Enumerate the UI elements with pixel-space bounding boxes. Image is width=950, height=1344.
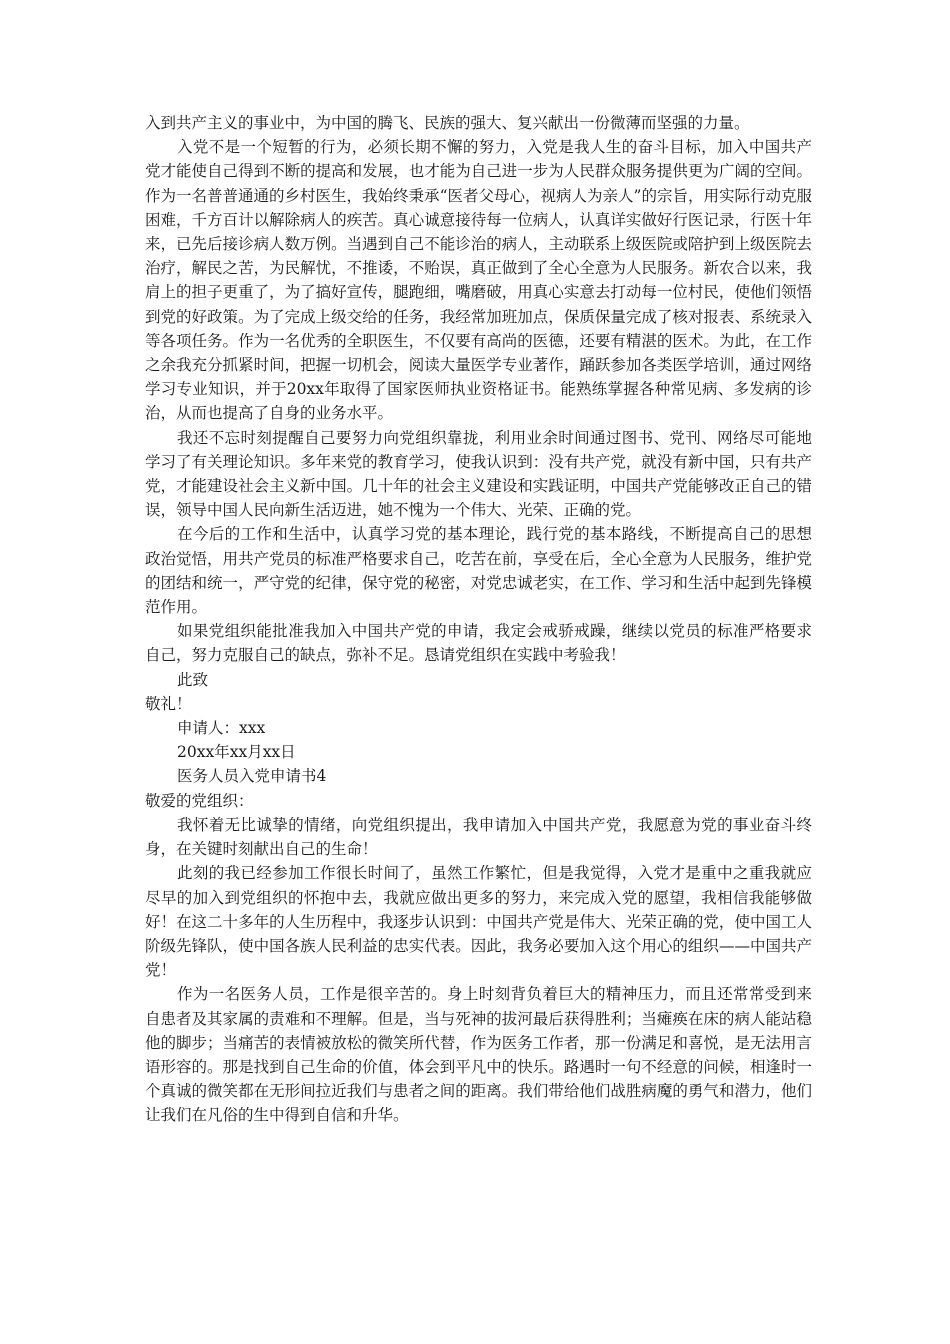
paragraph: 我还不忘时刻提醒自己要努力向党组织靠拢，利用业余时间通过图书、党刊、网络尽可能地学习了有关理论知识。多年来党的教育学习，使我认识到：没有共产党，就没有新中国，只有共产党，才能建设社会主义新中国。几十年的社会主义建设和实践证明，中国共产党能够改正自己的错误，领导中国人民向新生活迈进，她不愧为一个伟大、光荣、正确的党。: [145, 428, 812, 520]
applicant-name: 申请人：xxx: [177, 719, 266, 738]
greeting: 敬爱的党组织：: [145, 791, 254, 810]
paragraph: 作为一名医务人员，工作是很辛苦的。身上时刻背负着巨大的精神压力，而且还常常受到来自患者及其家属的责难和不理解。但是，当与死神的拔河最后获得胜利；当瘫痪在床的病人能站稳他的脚步；当痛苦的表情被放松的微笑所代替，作为医务工作者，那一份满足和喜悦，是无法用言语形容的。那是找到自己生命的价值，体会到平凡中的快乐。路遇时一句不经意的问候，相逢时一个真诚的微笑都在无形间拉近我们与患者之间的距离。我们带给他们战胜病魔的勇气和潜力，他们让我们在凡俗的生中得到自信和升华。: [145, 985, 812, 1125]
paragraph: 入到共产主义的事业中，为中国的腾飞、民族的强大、复兴献出一份微薄而坚强的力量。: [145, 114, 750, 132]
closing-regards: 敬礼！: [145, 694, 192, 713]
paragraph: 我怀着无比诚挚的情绪，向党组织提出，我申请加入中国共产党，我愿意为党的事业奋斗终身，在关键时刻献出自己的生命！: [145, 815, 812, 859]
application-date: 20xx年xx月xx日: [177, 743, 296, 762]
document-body: [145, 111, 812, 1128]
section-title: 医务人员入党申请书4: [177, 767, 327, 786]
paragraph: 如果党组织能批准我加入中国共产党的申请，我定会戒骄戒躁，继续以党员的标准严格要求自己，努力克服自己的缺点，弥补不足。恳请党组织在实践中考验我！: [145, 622, 812, 665]
closing-salutation: 此致: [177, 670, 209, 689]
paragraph: 入党不是一个短暂的行为，必须长期不懈的努力，入党是我人生的奋斗目标，加入中国共产党才能使自己得到不断的提高和发展，也才能为自己进一步为人民群众服务提供更为广阔的空间。作为一名普普通通的乡村医生，我始终秉承“医者父母心，视病人为亲人”的宗旨，用实际行动克服困难，千方百计以解除病人的疾苦。真心诚意接待每一位病人，认真详实做好行医记录，行医十年来，已先后接诊病人数万例。当遇到自己不能诊治的病人，主动联系上级医院或陪护到上级医院去治疗，解民之苦，为民解忧，不推诿，不贻误，真正做到了全心全意为人民服务。新农合以来，我肩上的担子更重了，为了搞好宣传，腿跑细，嘴磨破，用真心实意去打动每一位村民，使他们领悟到党的好政策。为了完成上级交给的任务，我经常加班加点，保质保量完成了核对报表、系统录入等各项任务。作为一名优秀的全职医生，不仅要有高尚的医德，还要有精湛的医术。为此，在工作之余我充分抓紧时间，把握一切机会，阅读大量医学专业著作，踊跃参加各类医学培训，通过网络学习专业知识，并于20xx年取得了国家医师执业资格证书。能熟练掌握各种常见病、多发病的诊治，从而也提高了自身的业务水平。: [145, 138, 812, 423]
paragraph: 此刻的我已经参加工作很长时间了，虽然工作繁忙，但是我觉得，入党才是重中之重我就应尽早的加入到党组织的怀抱中去，我就应做出更多的努力，来完成入党的愿望，我相信我能够做好！在这二十多年的人生历程中，我逐步认识到：中国共产党是伟大、光荣正确的党，使中国工人阶级先锋队，使中国各族人民利益的忠实代表。因此，我务必要加入这个用心的组织——中国共产党！: [145, 864, 812, 980]
paragraph: 在今后的工作和生活中，认真学习党的基本理论，践行党的基本路线，不断提高自己的思想政治觉悟，用共产党员的标准严格要求自己，吃苦在前，享受在后，全心全意为人民服务，维护党的团结和统一，严守党的纪律，保守党的秘密，对党忠诚老实，在工作、学习和生活中起到先锋模范作用。: [145, 525, 812, 617]
